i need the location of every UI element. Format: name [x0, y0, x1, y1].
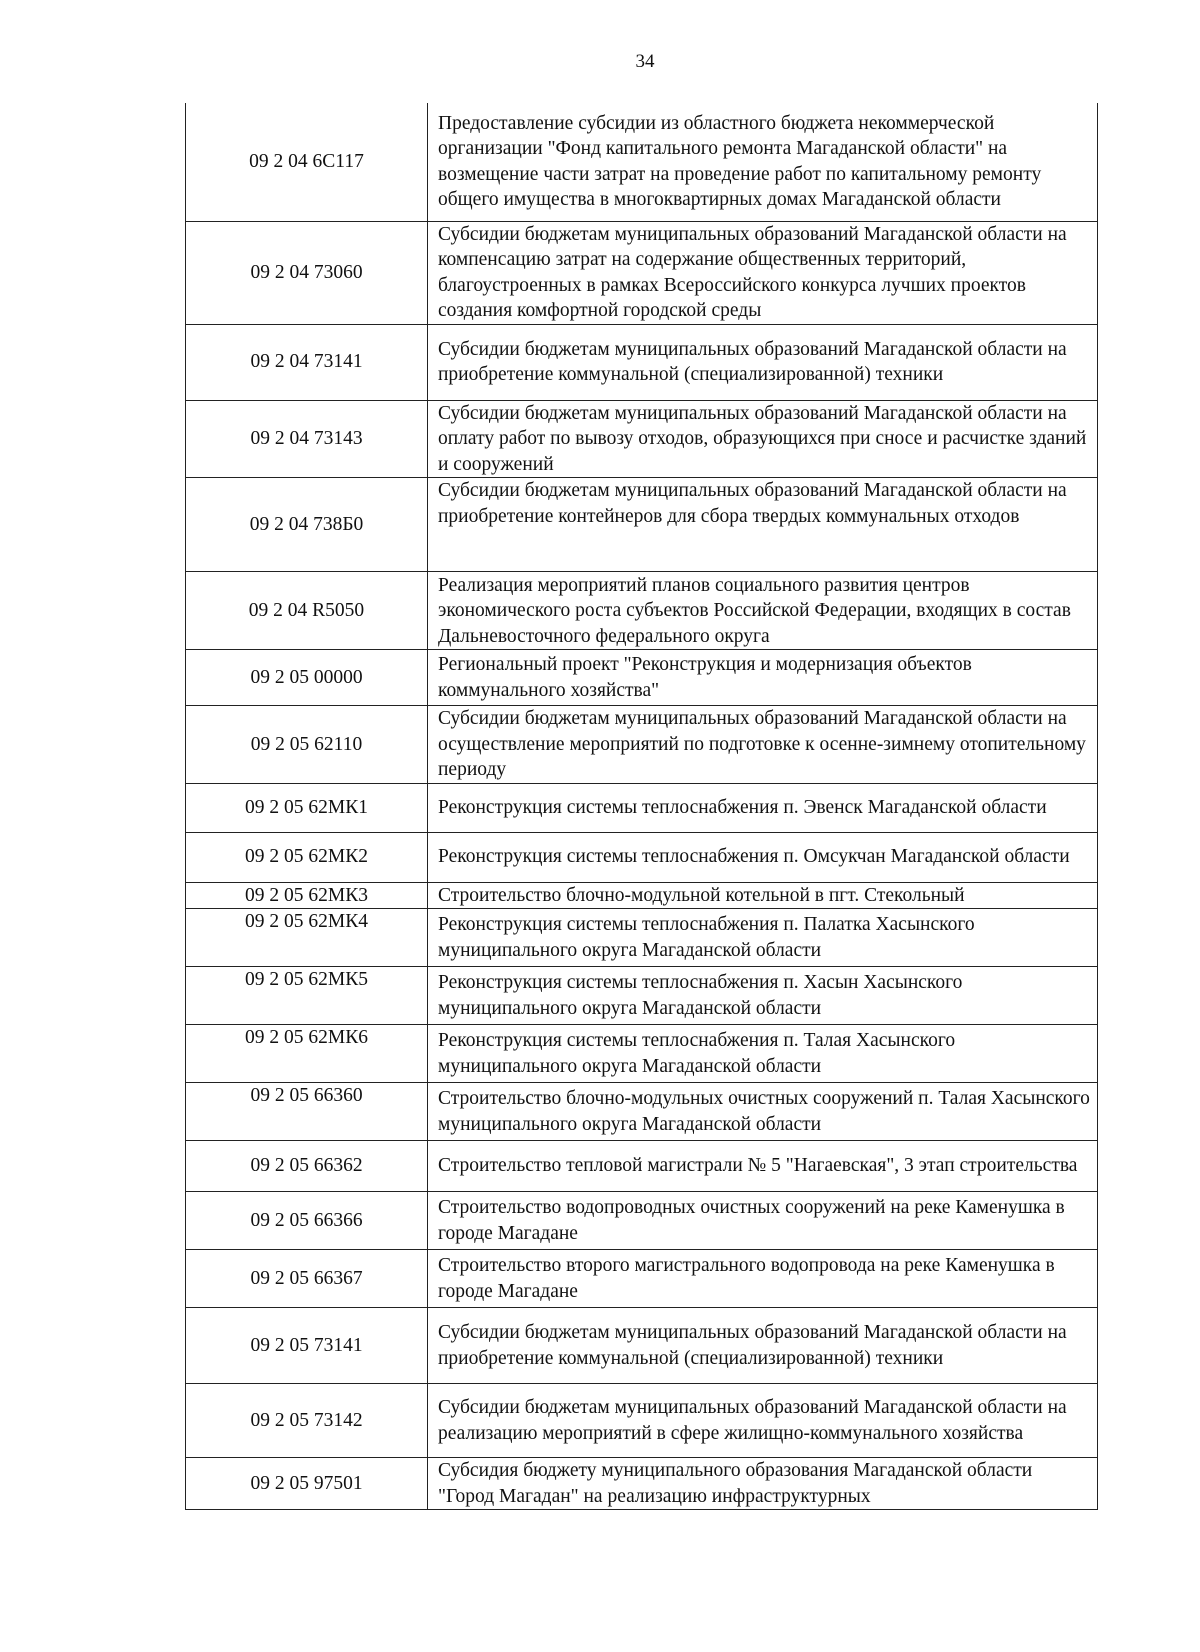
code-cell: 09 2 05 62МК4: [186, 909, 428, 967]
table-row: [186, 103, 1098, 221]
description-cell: Субсидии бюджетам муниципальных образований Магаданской области на приобретение контейнеров для сбора твердых коммунальных отходов: [428, 478, 1098, 572]
description-cell: Строительство блочно-модульных очистных сооружений п. Талая Хасынского муниципального округа Магаданской области: [428, 1083, 1098, 1141]
code-cell: 09 2 04 6С117: [186, 103, 428, 221]
code-cell: 09 2 04 73143: [186, 400, 428, 478]
table-row: [186, 783, 1098, 832]
table-row: [186, 832, 1098, 882]
description-cell: Реконструкция системы теплоснабжения п. Палатка Хасынского муниципального округа Магаданской области: [428, 909, 1098, 967]
description-cell: Субсидии бюджетам муниципальных образований Магаданской области на оплату работ по вывозу отходов, образующихся при сносе и расчистке зданий и сооружений: [428, 400, 1098, 478]
table-row: [186, 1025, 1098, 1083]
description-cell: Субсидии бюджетам муниципальных образований Магаданской области на приобретение коммунальной (специализированной) техники: [428, 324, 1098, 400]
description-cell: Субсидии бюджетам муниципальных образований Магаданской области на компенсацию затрат на содержание общественных территорий, благоустроенных в рамках Всероссийского конкурса лучших проектов создания комфортной городской среды: [428, 221, 1098, 324]
code-cell: 09 2 05 62МК3: [186, 882, 428, 909]
description-cell: Реконструкция системы теплоснабжения п. Талая Хасынского муниципального округа Магаданской области: [428, 1025, 1098, 1083]
description-cell: Предоставление субсидии из областного бюджета некоммерческой организации "Фонд капитального ремонта Магаданской области" на возмещение части затрат на проведение работ по капитальному ремонту общего имущества в многоквартирных домах Магаданской области: [428, 103, 1098, 221]
table-row: [186, 650, 1098, 706]
code-cell: 09 2 05 73141: [186, 1308, 428, 1384]
description-cell: Субсидии бюджетам муниципальных образований Магаданской области на осуществление мероприятий по подготовке к осенне-зимнему отопительному периоду: [428, 706, 1098, 784]
table-row: [186, 572, 1098, 650]
code-cell: 09 2 05 66367: [186, 1250, 428, 1308]
table-row: [186, 1083, 1098, 1141]
table-row: [186, 1458, 1098, 1510]
table-row: [186, 706, 1098, 784]
description-cell: Реконструкция системы теплоснабжения п. Омсукчан Магаданской области: [428, 832, 1098, 882]
description-cell: Строительство блочно-модульной котельной в пгт. Стекольный: [428, 882, 1098, 909]
table-row: [186, 1384, 1098, 1458]
code-cell: 09 2 04 73141: [186, 324, 428, 400]
table-row: [186, 909, 1098, 967]
code-cell: 09 2 05 62110: [186, 706, 428, 784]
table-row: [186, 967, 1098, 1025]
table-row: [186, 478, 1098, 572]
table-row: [186, 324, 1098, 400]
description-cell: Строительство водопроводных очистных сооружений на реке Каменушка в городе Магадане: [428, 1192, 1098, 1250]
code-cell: 09 2 04 R5050: [186, 572, 428, 650]
table-row: [186, 1141, 1098, 1192]
description-cell: Реализация мероприятий планов социального развития центров экономического роста субъектов Российской Федерации, входящих в состав Дальневосточного федерального округа: [428, 572, 1098, 650]
code-cell: 09 2 05 66362: [186, 1141, 428, 1192]
budget-code-table: [185, 103, 1098, 1510]
description-cell: Строительство второго магистрального водопровода на реке Каменушка в городе Магадане: [428, 1250, 1098, 1308]
table-row: [186, 221, 1098, 324]
code-cell: 09 2 05 97501: [186, 1458, 428, 1510]
code-cell: 09 2 05 62МК1: [186, 783, 428, 832]
description-cell: Субсидия бюджету муниципального образования Магаданской области "Город Магадан" на реализацию инфраструктурных: [428, 1458, 1098, 1510]
table-row: [186, 1192, 1098, 1250]
description-cell: Строительство тепловой магистрали № 5 "Нагаевская", 3 этап строительства: [428, 1141, 1098, 1192]
code-cell: 09 2 05 73142: [186, 1384, 428, 1458]
code-cell: 09 2 04 73060: [186, 221, 428, 324]
code-cell: 09 2 05 00000: [186, 650, 428, 706]
page-number: 34: [635, 51, 655, 72]
table-row: [186, 400, 1098, 478]
code-cell: 09 2 05 62МК2: [186, 832, 428, 882]
description-cell: Субсидии бюджетам муниципальных образований Магаданской области на реализацию мероприятий в сфере жилищно-коммунального хозяйства: [428, 1384, 1098, 1458]
description-cell: Региональный проект "Реконструкция и модернизация объектов коммунального хозяйства": [428, 650, 1098, 706]
description-cell: Реконструкция системы теплоснабжения п. Хасын Хасынского муниципального округа Магаданской области: [428, 967, 1098, 1025]
description-cell: Субсидии бюджетам муниципальных образований Магаданской области на приобретение коммунальной (специализированной) техники: [428, 1308, 1098, 1384]
code-cell: 09 2 04 738Б0: [186, 478, 428, 572]
table-row: [186, 882, 1098, 909]
code-cell: 09 2 05 62МК6: [186, 1025, 428, 1083]
code-cell: 09 2 05 66366: [186, 1192, 428, 1250]
table-row: [186, 1308, 1098, 1384]
description-cell: Реконструкция системы теплоснабжения п. Эвенск Магаданской области: [428, 783, 1098, 832]
code-cell: 09 2 05 66360: [186, 1083, 428, 1141]
table-row: [186, 1250, 1098, 1308]
code-cell: 09 2 05 62МК5: [186, 967, 428, 1025]
